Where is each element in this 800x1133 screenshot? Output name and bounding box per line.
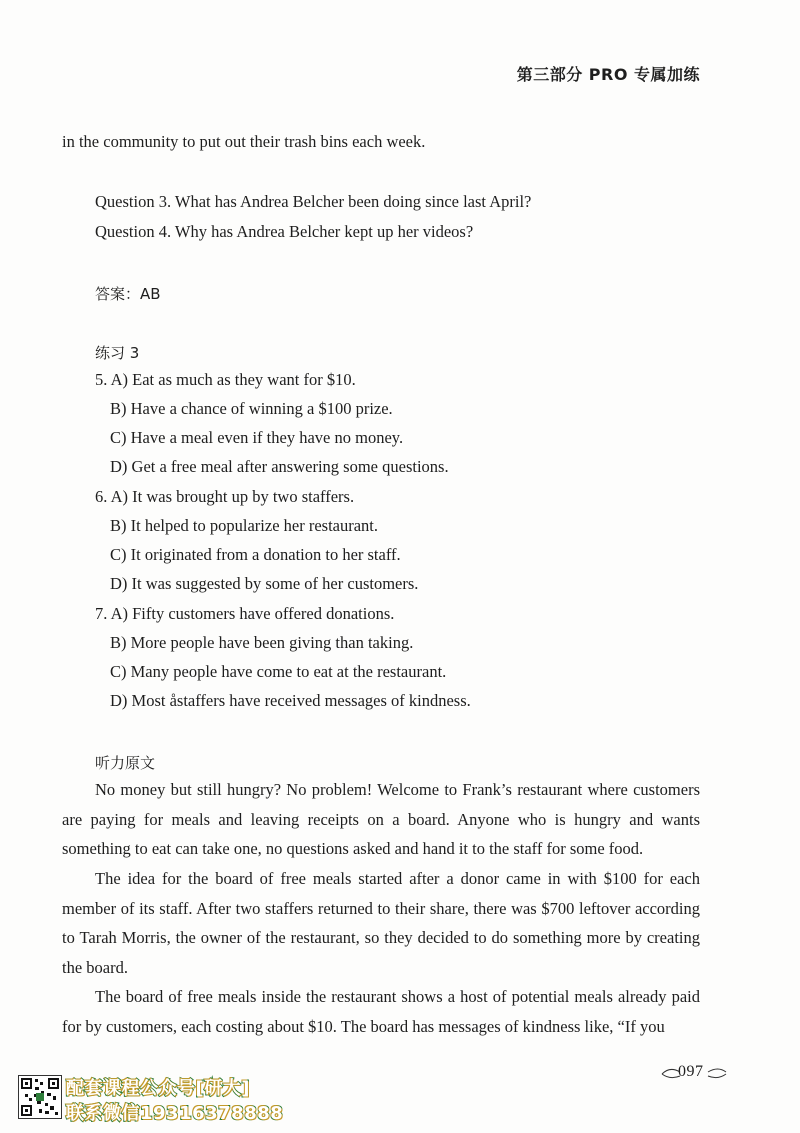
transcript-paragraph xyxy=(62,982,700,1041)
question-7-option-b: B) More people have been giving than taking. xyxy=(110,633,414,652)
question-number: 6. xyxy=(95,487,108,506)
paragraph-text: The board of free meals inside the restaurant shows a host of potential meals already paid for by customers, each costing about $10. The board has messages of kindness like, “If you xyxy=(62,987,700,1036)
page-number xyxy=(660,1062,728,1084)
question-5-option-c: C) Have a meal even if they have no money. xyxy=(110,428,404,447)
transcript-paragraph xyxy=(62,775,700,864)
question-number: 5. xyxy=(95,370,108,389)
question-6-option-c: C) It originated from a donation to her staff. xyxy=(110,545,401,564)
question-5-option-b: B) Have a chance of winning a $100 prize. xyxy=(110,399,393,418)
question-6-option-d: D) It was suggested by some of her customers. xyxy=(110,574,419,593)
question-5-option-d: D) Get a free meal after answering some questions. xyxy=(110,457,449,476)
page-number-text: 097 xyxy=(678,1063,704,1080)
qr-code-icon xyxy=(18,1075,62,1119)
question-6-option-a xyxy=(95,487,354,507)
question-7-option-a xyxy=(95,604,394,624)
question-5-option-a xyxy=(95,370,356,390)
option-text: A) Eat as much as they want for $10. xyxy=(110,370,356,389)
paragraph-text: No money but still hungry? No problem! Welcome to Frank’s restaurant where customers are paying for meals and leaving receipts on a board. Anyone who is hungry and wants something to eat can take one, no questions asked and hand it to the staff for some food. xyxy=(62,780,700,858)
question-3: Question 3. What has Andrea Belcher been doing since last April? xyxy=(95,192,532,211)
exercise-title: 练习 3 xyxy=(95,344,140,362)
watermark-line: 配套课程公众号[研大] xyxy=(66,1078,250,1099)
continuation-text: in the community to put out their trash bins each week. xyxy=(62,132,426,151)
option-text: A) It was brought up by two staffers. xyxy=(110,487,355,506)
question-7-option-d: D) Most åstaffers have received messages of kindness. xyxy=(110,691,471,710)
paragraph-text: The idea for the board of free meals started after a donor came in with $100 for each member of its staff. After two staffers returned to their share, there was $700 leftover according to Tarah Morris, the owner of the restaurant, so they decided to do something more by creating the board. xyxy=(62,869,700,977)
question-4: Question 4. Why has Andrea Belcher kept up her videos? xyxy=(95,222,474,241)
transcript-paragraph xyxy=(62,864,700,982)
question-number: 7. xyxy=(95,604,108,623)
watermark-line: 联系微信19316378888 xyxy=(66,1103,284,1124)
option-text: A) Fifty customers have offered donations. xyxy=(110,604,395,623)
question-7-option-c: C) Many people have come to eat at the restaurant. xyxy=(110,662,447,681)
section-header: 第三部分 PRO 专属加练 xyxy=(516,65,700,84)
transcript-title: 听力原文 xyxy=(95,754,156,772)
question-6-option-b: B) It helped to popularize her restaurant. xyxy=(110,516,379,535)
answer-line: 答案：AB xyxy=(95,285,161,303)
